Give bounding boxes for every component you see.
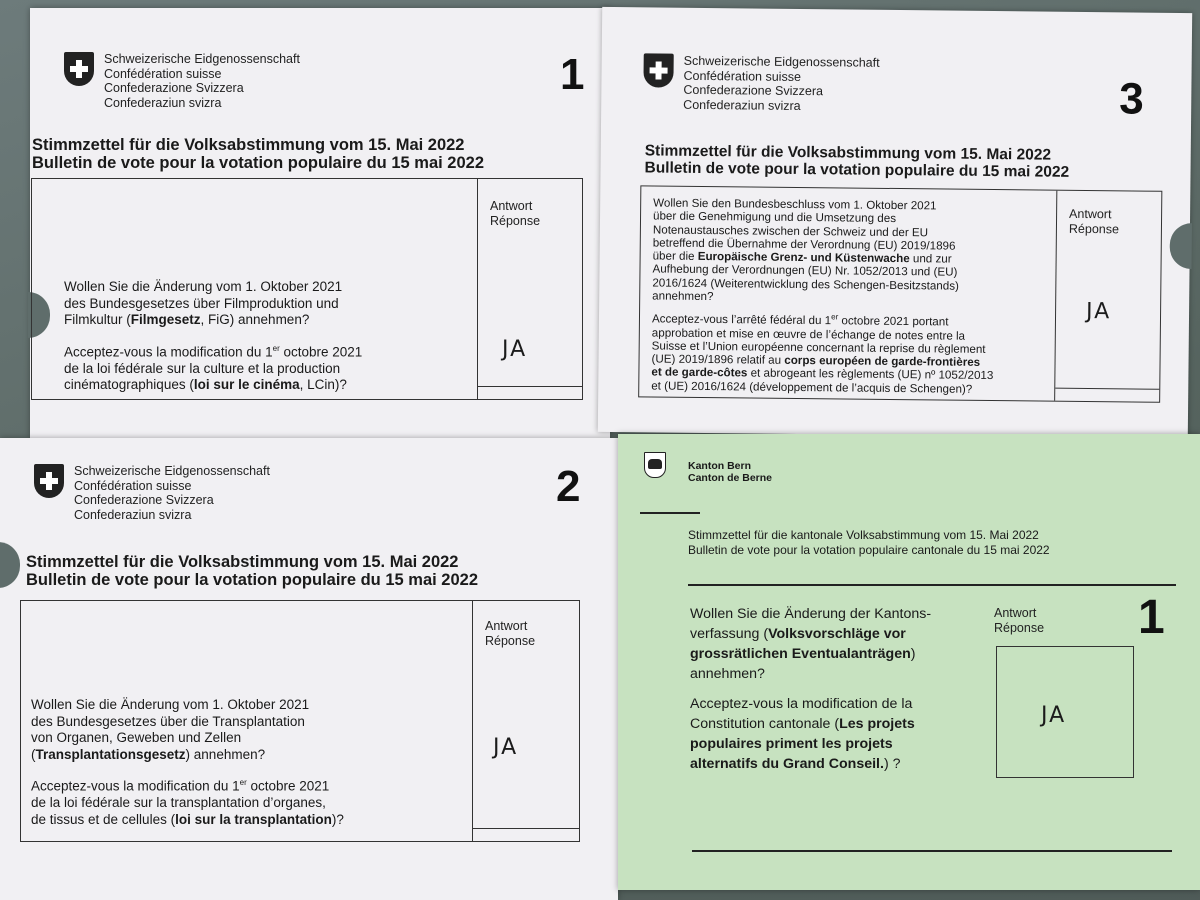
law-name-de: grossrätlichen Eventualanträgen bbox=[690, 646, 911, 662]
answer-field[interactable] bbox=[996, 646, 1134, 778]
question-de-line: Wollen Sie die Änderung vom 1. Oktober 2021 bbox=[31, 697, 310, 712]
answer-field[interactable] bbox=[1054, 191, 1161, 402]
question-de-line: des Bundesgesetzes über die Transplantation bbox=[31, 713, 305, 729]
confederation-name-fr: Confédération suisse bbox=[104, 66, 222, 81]
confederation-name-de: Schweizerische Eidgenossenschaft bbox=[104, 52, 300, 66]
ballot-title-fr: Bulletin de vote pour la votation populaire du 15 mai 2022 bbox=[26, 571, 479, 589]
question-de-line: Wollen Sie den Bundesbeschluss vom 1. Oktober 2021 bbox=[653, 196, 937, 213]
confederation-header bbox=[64, 52, 300, 110]
bottom-divider bbox=[692, 850, 1172, 852]
answer-field[interactable] bbox=[477, 179, 582, 399]
question-fr-line: cinématographiques (loi sur le cinéma, LCin)? bbox=[64, 377, 347, 392]
ballot-title-de: Stimmzettel für die Volksabstimmung vom 15. Mai 2022 bbox=[32, 136, 465, 154]
confederation-name-fr: Confédération suisse bbox=[683, 68, 802, 84]
handwritten-answer: JA bbox=[1085, 299, 1112, 325]
question-de-line: annehmen? bbox=[652, 289, 714, 304]
law-name-fr: loi sur la transplantation bbox=[175, 811, 332, 827]
answer-label-de: Antwort bbox=[490, 199, 533, 213]
ballot-2 bbox=[0, 438, 618, 900]
answer-label-fr: Réponse bbox=[994, 621, 1045, 635]
question-fr-line: de la loi fédérale sur la transplantation d’organes, bbox=[31, 795, 326, 810]
law-name-de: Transplantationsgesetz bbox=[35, 746, 186, 762]
canton-name-fr: Canton de Berne bbox=[688, 472, 773, 484]
question-de-line: betreffend die Übernahme der Verordnung (EU) 2019/1896 bbox=[652, 236, 956, 253]
question-text bbox=[21, 697, 441, 828]
question-de-line: des Bundesgesetzes über Filmproduktion und bbox=[64, 295, 339, 311]
question-de-line: grossrätlichen Eventualanträgen) bbox=[690, 646, 916, 662]
question-de-line: Wollen Sie die Änderung vom 1. Oktober 2021 bbox=[64, 279, 343, 294]
law-name-fr: corps européen de garde-frontières bbox=[784, 353, 981, 370]
question-de-line: (Transplantationsgesetz) annehmen? bbox=[31, 746, 266, 762]
question-fr-line: de tissus et de cellules (loi sur la transplantation)? bbox=[31, 811, 344, 827]
ballot-number: 1 bbox=[560, 50, 585, 99]
question-box bbox=[20, 600, 580, 842]
question-fr-line: et (UE) 2016/1624 (développement de l’acquis de Schengen)? bbox=[651, 379, 973, 396]
question-fr-line: approbation et mise en œuvre de l’échange de notes entre la bbox=[651, 325, 966, 343]
confederation-name-it: Confederazione Svizzera bbox=[683, 82, 824, 99]
question-de-line: von Organen, Geweben und Zellen bbox=[31, 730, 242, 745]
ballot-title-fr: Bulletin de vote pour la votation populaire du 15 mai 2022 bbox=[32, 154, 485, 172]
confederation-name-fr: Confédération suisse bbox=[74, 478, 192, 493]
cantonal-title-de: Stimmzettel für die kantonale Volksabstimmung vom 15. Mai 2022 bbox=[688, 528, 1039, 542]
law-name-de: Europäische Grenz- und Küstenwache bbox=[697, 250, 910, 266]
question-fr-line bbox=[690, 734, 970, 754]
question-fr-line: de la loi fédérale sur la culture et la production bbox=[64, 360, 341, 376]
question-box bbox=[638, 185, 1162, 402]
ballot-1 bbox=[30, 8, 610, 438]
canton-name-de: Kanton Bern bbox=[688, 460, 751, 472]
header-rule bbox=[640, 512, 700, 514]
handwritten-answer: JA bbox=[493, 735, 519, 760]
law-name-de: Filmgesetz bbox=[130, 312, 201, 327]
question-de-line: über die Genehmigung und die Umsetzung des bbox=[652, 209, 897, 226]
law-name-de: Volksvorschläge vor bbox=[768, 626, 906, 642]
law-name-fr: alternatifs du Grand Conseil. bbox=[690, 756, 884, 772]
answer-label-fr: Réponse bbox=[490, 214, 541, 228]
ballot-number: 1 bbox=[1138, 591, 1165, 644]
ballot-title-de: Stimmzettel für die Volksabstimmung vom 15. Mai 2022 bbox=[26, 553, 459, 571]
ballot-notch bbox=[1170, 223, 1192, 269]
question-de-line: über die Europäische Grenz- und Küstenwache und zur bbox=[652, 249, 952, 266]
confederation-name-rm: Confederaziun svizra bbox=[74, 507, 192, 522]
law-name-fr: loi sur le cinéma bbox=[193, 377, 300, 392]
answer-field-rule bbox=[478, 386, 582, 387]
top-divider bbox=[688, 584, 1176, 586]
answer-label-de: Antwort bbox=[485, 619, 528, 633]
swiss-cross-icon bbox=[34, 464, 64, 498]
question-de-line: annehmen? bbox=[690, 666, 765, 682]
answer-label-de: Antwort bbox=[994, 606, 1037, 620]
law-name-fr: populaires priment les projets bbox=[690, 736, 893, 752]
ballot-title-fr: Bulletin de vote pour la votation populaire du 15 mai 2022 bbox=[644, 159, 1070, 181]
question-fr-line: Acceptez-vous la modification du 1er octobre 2021 bbox=[64, 343, 363, 359]
bern-bear-icon bbox=[644, 452, 666, 478]
answer-label-fr: Réponse bbox=[1068, 221, 1120, 237]
question-de-line: Aufhebung der Verordnungen (EU) Nr. 1052/2013 und (EU) bbox=[652, 262, 958, 280]
confederation-header bbox=[643, 53, 880, 113]
cantonal-ballot bbox=[618, 434, 1200, 890]
confederation-name-de: Schweizerische Eidgenossenschaft bbox=[683, 53, 880, 70]
answer-field-rule bbox=[1055, 388, 1159, 390]
question-de-line: Filmkultur (Filmgesetz, FiG) annehmen? bbox=[64, 312, 310, 327]
question-de-line: Wollen Sie die Änderung der Kantons- bbox=[690, 606, 932, 622]
question-fr-line: Constitution cantonale (Les projets bbox=[690, 716, 915, 732]
question-de-line: 2016/1624 (Weiterentwicklung des Schengen-Besitzstands) bbox=[652, 276, 959, 293]
question-fr-line: Acceptez-vous la modification de la bbox=[690, 696, 913, 712]
question-fr-line: Suisse et l’Union européenne concernant la reprise du règlement bbox=[651, 339, 986, 356]
question-de-line: Notenaustausches zwischen der Schweiz und der EU bbox=[652, 223, 929, 239]
law-name-fr: Les projets bbox=[839, 716, 915, 732]
law-name-fr: et de garde-côtes bbox=[651, 365, 748, 380]
question-fr-line: Acceptez-vous l’arrêté fédéral du 1er octobre 2021 portant bbox=[651, 312, 949, 329]
ballot-title-de: Stimmzettel für die Volksabstimmung vom 15. Mai 2022 bbox=[644, 142, 1052, 164]
ballot-number: 3 bbox=[1119, 74, 1145, 124]
ballot-3 bbox=[598, 7, 1192, 438]
question-text bbox=[690, 604, 970, 774]
question-text bbox=[64, 279, 444, 394]
answer-field-rule bbox=[473, 828, 579, 829]
handwritten-answer: JA bbox=[502, 337, 528, 362]
confederation-name-rm: Confederaziun svizra bbox=[104, 95, 222, 110]
confederation-header bbox=[34, 464, 270, 522]
confederation-name-de: Schweizerische Eidgenossenschaft bbox=[74, 464, 270, 478]
ballot-number: 2 bbox=[556, 462, 581, 511]
confederation-name-it: Confederazione Svizzera bbox=[104, 81, 244, 95]
swiss-cross-icon bbox=[643, 53, 673, 87]
question-fr-line: alternatifs du Grand Conseil.) ? bbox=[690, 756, 901, 772]
answer-label-fr: Réponse bbox=[485, 634, 536, 648]
confederation-name-rm: Confederaziun svizra bbox=[683, 97, 801, 113]
handwritten-answer: JA bbox=[1041, 703, 1067, 728]
question-fr-line: (UE) 2019/1896 relatif au corps européen de garde-frontières bbox=[651, 352, 981, 370]
question-fr-line: Acceptez-vous la modification du 1er octobre 2021 bbox=[31, 778, 330, 794]
swiss-cross-icon bbox=[64, 52, 94, 86]
question-de-line: verfassung (Volksvorschläge vor bbox=[690, 626, 906, 642]
question-fr-line: et de garde-côtes et abrogeant les règlements (UE) nº 1052/2013 bbox=[651, 365, 994, 383]
answer-label-de: Antwort bbox=[1069, 206, 1112, 222]
ballot-notch bbox=[0, 542, 20, 588]
cantonal-title-fr: Bulletin de vote pour la votation populaire cantonale du 15 mai 2022 bbox=[688, 543, 1050, 557]
question-box bbox=[31, 178, 583, 400]
question-text bbox=[651, 196, 1053, 396]
confederation-name-it: Confederazione Svizzera bbox=[74, 493, 214, 507]
answer-field[interactable] bbox=[472, 601, 579, 841]
